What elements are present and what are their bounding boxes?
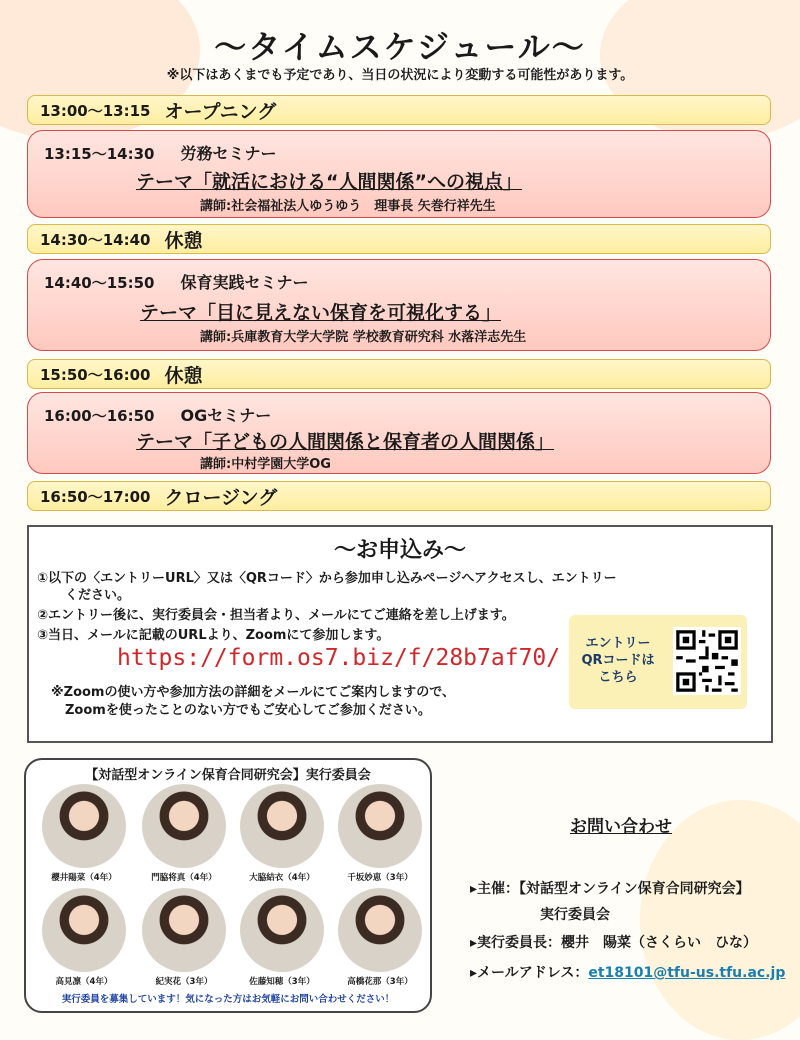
schedule-seminar-2 xyxy=(27,259,771,351)
schedule-break-2 xyxy=(27,359,771,389)
contact-mail-row xyxy=(470,962,785,982)
seminar-theme: テーマ「就活における“人間関係”への視点」 xyxy=(136,171,522,193)
member-name: 佐藤知穂（3年） xyxy=(249,977,315,987)
application-section xyxy=(27,525,773,743)
member-card xyxy=(136,888,232,987)
seminar-theme: テーマ「子どもの人間関係と保育者の人間関係」 xyxy=(136,431,555,453)
schedule-opening xyxy=(27,95,771,125)
application-heading: ～お申込み～ xyxy=(333,538,466,563)
seminar-name: 保育実践セミナー xyxy=(180,273,309,292)
schedule-note: ※以下はあくまでも予定であり、当日の状況により変動する可能性があります。 xyxy=(166,68,634,83)
time: 16:00～16:50 xyxy=(44,407,155,425)
member-card xyxy=(36,784,132,883)
contact-heading: お問い合わせ xyxy=(570,817,672,837)
qr-label: エントリー QRコードは こちら xyxy=(581,636,655,685)
recruit-message: 実行委員を募集しています！気になった方はお気軽にお問い合わせください！ xyxy=(61,994,395,1005)
seminar-theme: テーマ「目に見えない保育を可視化する」 xyxy=(140,302,502,324)
member-name: 千坂妙恵（3年） xyxy=(347,873,413,883)
time: 14:40～15:50 xyxy=(44,274,155,292)
avatar xyxy=(42,888,126,972)
mail-label: ▸メールアドレス： xyxy=(470,965,589,981)
time: 14:30～14:40 xyxy=(40,230,151,249)
label: オープニング xyxy=(164,100,277,123)
step-1-cont: ください。 xyxy=(65,588,131,603)
seminar-lecturer: 講師:中村学園大学OG xyxy=(200,457,331,472)
qr-card xyxy=(569,615,747,709)
label: 休憩 xyxy=(164,229,203,252)
avatar xyxy=(338,784,422,868)
avatar xyxy=(338,888,422,972)
member-name: 門脇将真（4年） xyxy=(151,873,217,883)
seminar-header xyxy=(44,270,309,293)
label: クロージング xyxy=(164,486,278,509)
avatar xyxy=(240,784,324,868)
time: 13:00～13:15 xyxy=(40,101,151,120)
time: 15:50～16:00 xyxy=(40,365,151,384)
member-card xyxy=(234,888,330,987)
member-card xyxy=(332,888,428,987)
zoom-note-cont: Zoomを使ったことのない方でもご安心してご参加ください。 xyxy=(65,703,431,718)
seminar-lecturer: 講師:兵庫教育大学大学院 学校教育研究科 水落洋志先生 xyxy=(200,330,527,345)
time: 13:15～14:30 xyxy=(44,145,155,163)
step-3: ③当日、メールに記載のURLより、Zoomにて参加します。 xyxy=(37,628,390,643)
member-card xyxy=(136,784,232,883)
schedule-closing xyxy=(27,481,771,511)
step-1: ①以下の〈エントリーURL〉又は〈QRコード〉から参加申し込みページへアクセスし、エントリー xyxy=(37,571,617,586)
schedule-break-1 xyxy=(27,224,771,254)
seminar-header xyxy=(44,403,271,426)
contact-host: ▸主催：【対話型オンライン保育合同研究会】 xyxy=(470,881,750,897)
avatar xyxy=(142,888,226,972)
committee-heading: 【対話型オンライン保育合同研究会】実行委員会 xyxy=(85,768,371,783)
committee-members xyxy=(24,758,432,1013)
avatar xyxy=(240,888,324,972)
zoom-note: ※Zoomの使い方や参加方法の詳細をメールにてご案内しますので、 xyxy=(51,685,455,700)
seminar-header xyxy=(44,141,277,164)
step-2: ②エントリー後に、実行委員会・担当者より、メールにてご連絡を差し上げます。 xyxy=(37,608,515,623)
schedule-seminar-1 xyxy=(27,130,771,218)
contact-host-cont: 実行委員会 xyxy=(540,907,610,923)
member-name: 高橋花那（3年） xyxy=(347,977,413,987)
label: 休憩 xyxy=(164,364,203,387)
schedule-seminar-3 xyxy=(27,392,771,474)
entry-url-link[interactable]: https://form.os7.biz/f/28b7af70/ xyxy=(117,645,561,671)
avatar xyxy=(142,784,226,868)
contact-chair: ▸実行委員長：櫻井 陽菜（さくらい ひな） xyxy=(470,935,758,951)
qr-code-icon[interactable] xyxy=(673,627,741,695)
member-card xyxy=(234,784,330,883)
time: 16:50～17:00 xyxy=(40,487,151,506)
member-card xyxy=(332,784,428,883)
seminar-name: 労務セミナー xyxy=(180,144,277,163)
member-card xyxy=(36,888,132,987)
member-name: 櫻井陽菜（4年） xyxy=(51,873,117,883)
seminar-name: OGセミナー xyxy=(180,406,272,425)
member-name: 紀実花（3年） xyxy=(155,977,213,987)
email-link[interactable]: et18101@tfu-us.tfu.ac.jp xyxy=(588,965,786,981)
member-name: 高見凛（4年） xyxy=(55,977,113,987)
member-name: 大脇結衣（4年） xyxy=(249,873,315,883)
seminar-lecturer: 講師:社会福祉法人ゆうゆう 理事長 矢巻行祥先生 xyxy=(200,199,496,214)
avatar xyxy=(42,784,126,868)
page-title: ～タイムスケジュール～ xyxy=(214,28,586,66)
